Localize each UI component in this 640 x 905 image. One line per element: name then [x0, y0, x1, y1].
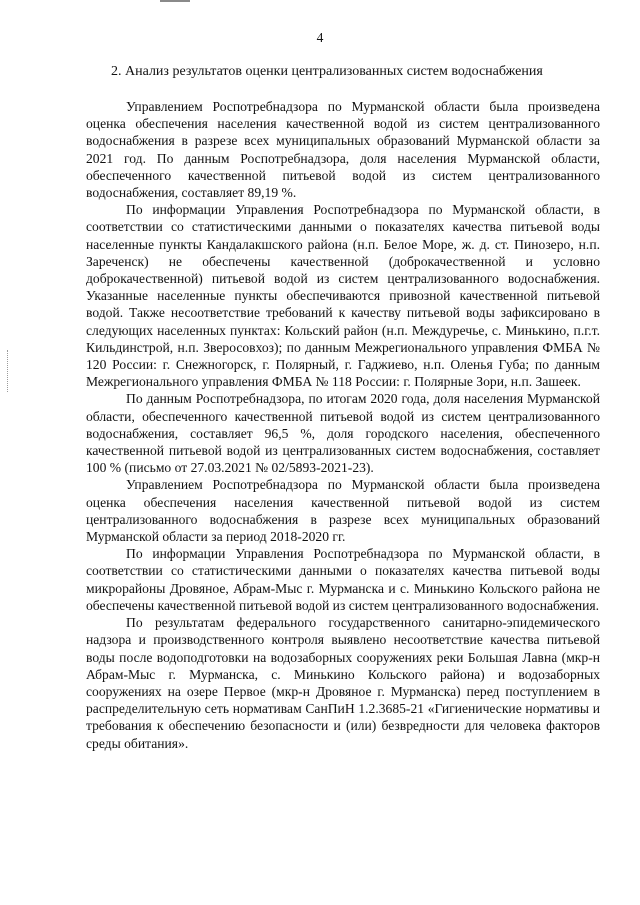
scan-artifact-top	[160, 0, 190, 2]
paragraph-4: Управлением Роспотребнадзора по Мурманской области была произведена оценка обеспечения населения качественной питьевой водой из систем централизованного водоснабжения в разрезе всех муниципальных образований Мурманской области за период 2018-2020 гг.	[86, 477, 600, 545]
paragraph-5: По информации Управления Роспотребнадзора по Мурманской области, в соответствии со статистическими данными о показателях качества питьевой воды микрорайоны Дровяное, Абрам-Мыс г. Мурманска и с. Минькино Кольского района не обеспечены качественной питьевой водой из систем централизованного водоснабжения.	[86, 546, 600, 613]
section-heading: 2. Анализ результатов оценки централизованных систем водоснабжения	[111, 64, 543, 79]
paragraph-1: Управлением Роспотребнадзора по Мурманской области была произведена оценка обеспечения населения качественной водой из систем централизованного водоснабжения в разрезе всех муниципальных образований Мурманской области за 2021 год. По данным Роспотребнадзора, доля населения Мурманской области, обеспеченного качественной питьевой водой из систем централизованного водоснабжения, составляет 89,19 %.	[86, 99, 600, 201]
paragraph-2: По информации Управления Роспотребнадзора по Мурманской области, в соответствии со статистическими данными о показателях качества питьевой воды населенные пункты Кандалакшского района (н.п. Белое Море, ж. д. ст. Пинозеро, н.п. Зареченск) не обеспечены качественной (доброкачественной и условно доброкачественной) питьевой водой из систем централизованного водоснабжения. Указанные населенные пункты обеспечиваются привозной качественной питьевой водой. Также несоответствие требований к качеству питьевой воды зафиксировано в следующих населенных пунктах: Кольский район (н.п. Междуречье, с. Минькино, п.г.т. Кильдинстрой, н.п. Зверосовхоз); по данным Межрегионального управления ФМБА № 120 России: г. Снежногорск, г. Полярный, г. Гаджиево, н.п. Оленья Губа; по данным Межрегионального управления ФМБА № 118 России: г. Полярные Зори, н.п. Зашеек.	[86, 202, 600, 390]
paragraph-6: По результатам федерального государственного санитарно-эпидемического надзора и производственного контроля выявлено несоответствие качества питьевой воды после водоподготовки на водозаборных сооружениях реки Большая Лавна (мкр-н Абрам-Мыс г. Мурманска, с. Минькино Кольского района) и водозаборных сооружениях на озере Первое (мкр-н Дровяное г. Мурманска) перед поступлением в распределительную сеть нормативам СанПиН 1.2.3685-21 «Гигиенические нормативы и требования к обеспечению безопасности и (или) безвредности для человека факторов среды обитания».	[86, 615, 600, 751]
scan-artifact-side	[7, 350, 10, 392]
page-number: 4	[316, 30, 324, 45]
paragraph-3: По данным Роспотребнадзора, по итогам 2020 года, доля населения Мурманской области, обеспеченного качественной питьевой водой из систем централизованного водоснабжения, составляет 96,5 %, доля городского населения, обеспеченного качественной питьевой водой из централизованных систем водоснабжения, составляет 100 % (письмо от 27.03.2021 № 02/5893-2021-23).	[86, 391, 600, 476]
body-text	[86, 98, 600, 752]
